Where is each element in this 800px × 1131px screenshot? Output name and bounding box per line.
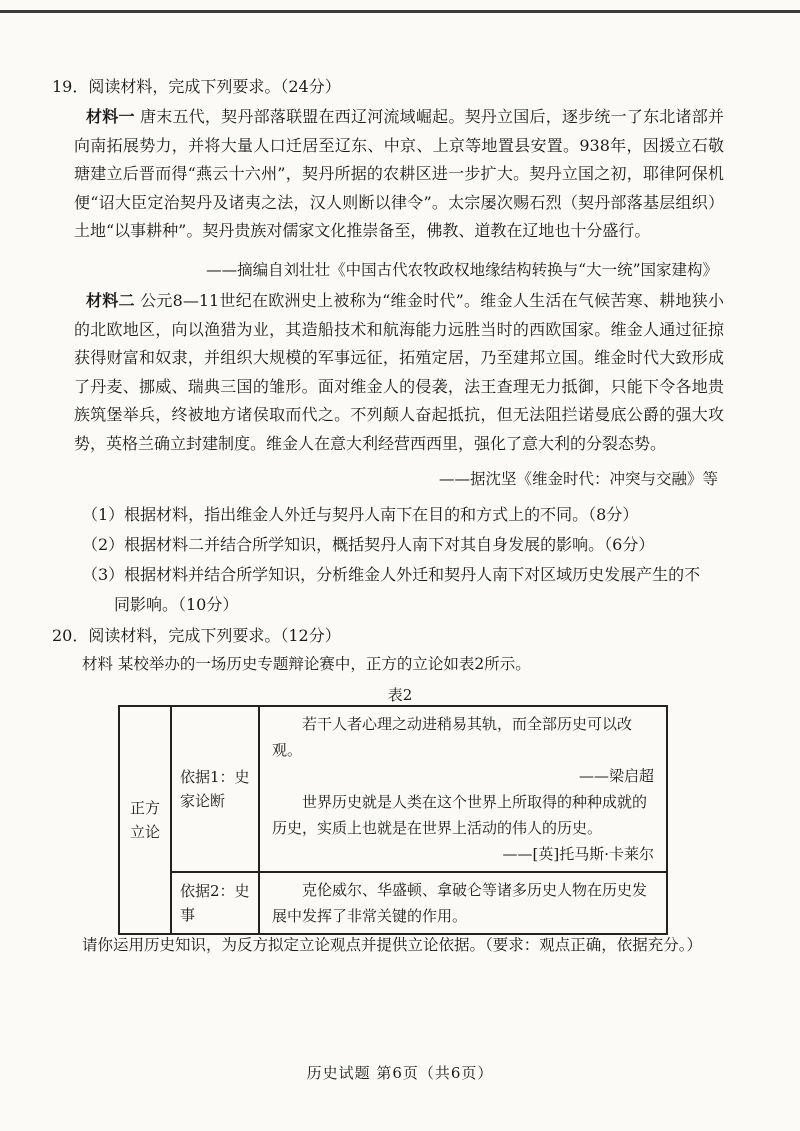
material-1-text: 唐末五代，契丹部落联盟在西辽河流域崛起。契丹立国后，逐步统一了东北诸部并向南拓展势力，并将大量人口迁居至辽东、中京、上京等地置县安置。938年，因援立石敬瑭建立后晋而得“燕云十六州”，契丹所据的农耕区进一步扩大。契丹立国之初，耶律阿保机便“诏大臣定治契丹及诸夷之法，汉人则断以律令”。太宗屡次赐石烈（契丹部落基层组织）土地“以事耕种”。契丹贵族对儒家文化推崇备至，佛教、道教在辽地也十分盛行。 (74, 107, 724, 241)
basis-2-label: 依据2：史事 (171, 872, 259, 934)
material-2-label: 材料二 (86, 291, 135, 310)
question-20-prompt: 请你运用历史知识，为反方拟定立论观点并提供立论依据。（要求：观点正确，依据充分。） (82, 936, 703, 954)
material-2-source: ——据沈坚《维金时代：冲突与交融》等 (438, 470, 718, 488)
material-2 (74, 287, 724, 459)
historical-facts-text: 克伦威尔、华盛顿、拿破仑等诸多历史人物在历史发展中发挥了非常关键的作用。 (272, 881, 648, 925)
sub-question-2: （2）根据材料二并结合所学知识，概括契丹人南下对其自身发展的影响。（6分） (82, 535, 655, 554)
argument-table (118, 705, 668, 935)
sub-question-1: （1）根据材料，指出维金人外迁与契丹人南下在目的和方式上的不同。（8分） (82, 505, 639, 524)
material-1 (74, 103, 724, 246)
basis-2-content (259, 872, 667, 934)
sub-question-3-line2: 同影响。（10分） (114, 595, 239, 614)
material-2-text: 公元8—11世纪在欧洲史上被称为“维金时代”。维金人生活在气候苦寒、耕地狭小的北欧地区，向以渔猎为业，其造船技术和航海能力远胜当时的西欧国家。维金人通过征掠获得财富和奴隶，并组织大规模的军事远征，拓殖定居，乃至建邦立国。维金时代大致形成了丹麦、挪威、瑞典三国的雏形。面对维金人的侵袭，法王查理无力抵御，只能下令各地贵族筑堡举兵，终被地方诸侯取而代之。不列颠人奋起抵抗，但无法阻拦诺曼底公爵的强大攻势，英格兰确立封建制度。维金人在意大利经营西西里，强化了意大利的分裂态势。 (74, 291, 724, 453)
table-caption: 表2 (387, 686, 413, 704)
sub-question-3 (82, 560, 722, 620)
basis-1-content (259, 706, 667, 872)
material-1-source: ——摘编自刘壮壮《中国古代农牧政权地缘结构转换与“大一统”国家建构》 (206, 261, 718, 279)
quote-liang-qichao: 若干人者心理之动进稍易其轨，而全部历史可以改观。 (272, 715, 633, 759)
question-20-material: 材料 某校举办的一场历史专题辩论赛中，正方的立论如表2所示。 (82, 655, 531, 673)
quote-carlyle-author: ——[英]托马斯·卡莱尔 (502, 845, 654, 863)
quote-liang-qichao-author: ——梁启超 (578, 767, 654, 785)
material-1-label: 材料一 (86, 107, 135, 126)
quote-carlyle: 世界历史就是人类在这个世界上所取得的种种成就的历史，实质上也就是在世界上活动的伟人的历史。 (272, 793, 648, 837)
question-20-title: 20．阅读材料，完成下列要求。（12分） (52, 626, 341, 645)
page-footer: 历史试题 第6页（共6页） (306, 1064, 494, 1082)
question-19-title: 19．阅读材料，完成下列要求。（24分） (52, 77, 341, 96)
sub-question-3-line1: （3）根据材料并结合所学知识，分析维金人外迁和契丹人南下对区域历史发展产生的不 (82, 565, 701, 584)
affirmative-side-label: 正方立论 (119, 706, 171, 934)
basis-1-label: 依据1：史家论断 (171, 706, 259, 872)
